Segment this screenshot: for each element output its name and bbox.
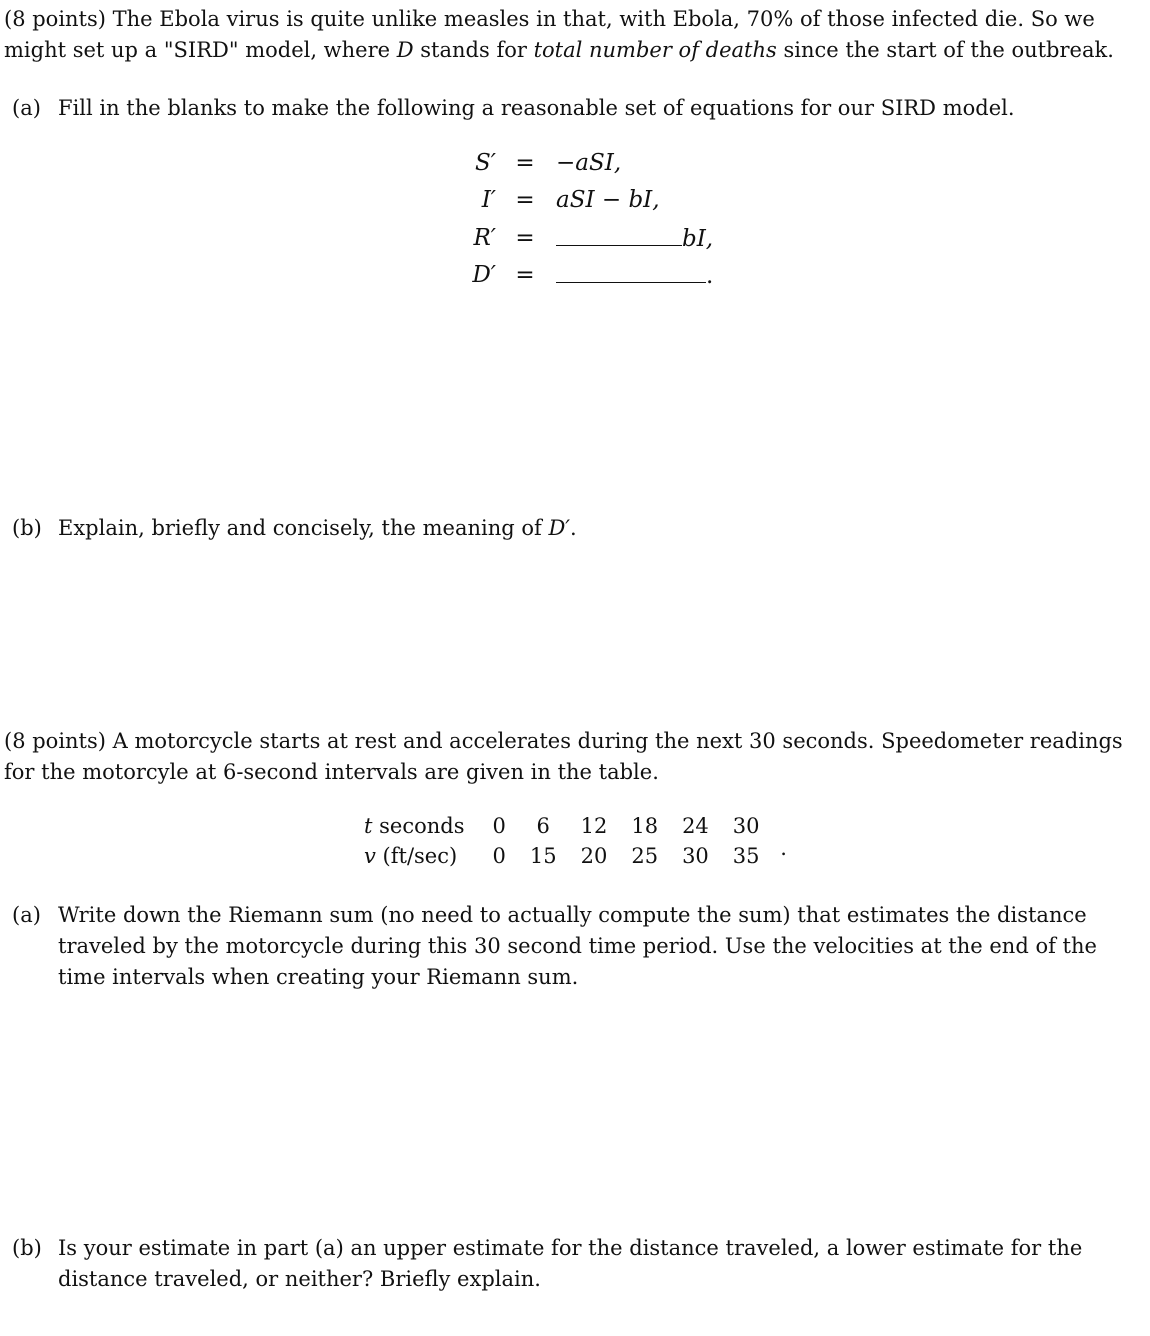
intro-text: might set up a "SIRD" model, where (4, 38, 397, 62)
intro-text: since the start of the outbreak. (776, 38, 1114, 62)
row-header (364, 811, 480, 841)
part-b-text: Explain, briefly and concisely, the meaning of (58, 516, 549, 540)
table-cell: 35 (732, 844, 760, 868)
variable-D-prime: D′ (548, 516, 571, 540)
equation-suffix: bI, (682, 226, 714, 252)
table-cell: 15 (529, 844, 557, 868)
equation-suffix: . (706, 263, 714, 289)
equation-lhs: I′ (481, 187, 496, 213)
answer-blank[interactable] (556, 260, 706, 283)
equals-sign: = (515, 187, 535, 213)
table-cell: 18 (631, 814, 659, 838)
part-a-body (58, 900, 1134, 993)
problem1-intro-line2 (4, 35, 1134, 66)
equation-lhs: S′ (475, 150, 496, 176)
trailing-dot: . (780, 836, 787, 860)
table-cell: 20 (580, 844, 608, 868)
equation-system (436, 148, 756, 298)
table-cell: 30 (682, 844, 709, 868)
table-cell: 0 (492, 844, 506, 868)
problem2-intro-line1: (8 points) A motorcycle starts at rest and accelerates during the next 30 seconds. Speedometer readings (4, 729, 1123, 753)
table-cell: 12 (580, 814, 608, 838)
row-header (364, 841, 480, 871)
problem2-intro (4, 726, 1134, 788)
problem1-intro (4, 4, 1134, 66)
variable-v: v (364, 844, 376, 868)
table-row (364, 841, 796, 871)
variable-D: D (396, 38, 414, 62)
problem1-part-a (12, 93, 1134, 124)
problem2-intro-line2: for the motorcyle at 6-second intervals are given in the table. (4, 760, 659, 784)
velocity-table (364, 811, 796, 871)
table-row (364, 811, 796, 841)
part-b-line: distance traveled, or neither? Briefly explain. (58, 1267, 541, 1291)
table-cell: 24 (682, 814, 709, 838)
italic-phrase: total number of deaths (533, 38, 777, 62)
part-b-line: Is your estimate in part (a) an upper estimate for the distance traveled, a lower estimate for the (58, 1236, 1083, 1260)
table-cell: 6 (536, 814, 550, 838)
equals-sign: = (515, 150, 535, 176)
answer-blank[interactable] (556, 223, 682, 246)
part-label: (a) (12, 96, 41, 120)
equals-sign: = (515, 225, 535, 251)
equals-sign: = (515, 262, 535, 288)
header-text: (ft/sec) (375, 844, 458, 868)
equation-rhs (556, 223, 713, 254)
part-label: (a) (12, 903, 41, 927)
table-cell: 25 (631, 844, 659, 868)
part-a-line: Write down the Riemann sum (no need to actually compute the sum) that estimates the distance (58, 903, 1087, 927)
table-cell: 0 (492, 814, 506, 838)
problem1-part-b (12, 513, 1134, 544)
table-cell: 30 (732, 814, 760, 838)
equation-lhs: D′ (472, 262, 496, 288)
part-b-text: . (570, 516, 577, 540)
part-a-line: time intervals when creating your Riemann sum. (58, 965, 579, 989)
header-text: seconds (372, 814, 465, 838)
equation-rhs (556, 260, 713, 291)
equation-lhs: R′ (473, 225, 496, 251)
equation-rhs: aSI − bI, (556, 187, 660, 213)
problem2-part-a (12, 900, 1134, 996)
part-a-text: Fill in the blanks to make the following a reasonable set of equations for our SIRD model. (58, 96, 1015, 120)
problem1-intro-line1: (8 points) The Ebola virus is quite unlike measles in that, with Ebola, 70% of those infected die. So we (4, 7, 1095, 31)
problem2-part-b (12, 1233, 1134, 1297)
part-a-line: traveled by the motorcycle during this 30 second time period. Use the velocities at the end of the (58, 934, 1097, 958)
variable-t: t (364, 814, 373, 838)
part-b-body (58, 1233, 1134, 1295)
part-label: (b) (12, 516, 42, 540)
intro-text: stands for (413, 38, 534, 62)
part-label: (b) (12, 1236, 42, 1260)
equation-rhs: −aSI, (556, 150, 622, 176)
